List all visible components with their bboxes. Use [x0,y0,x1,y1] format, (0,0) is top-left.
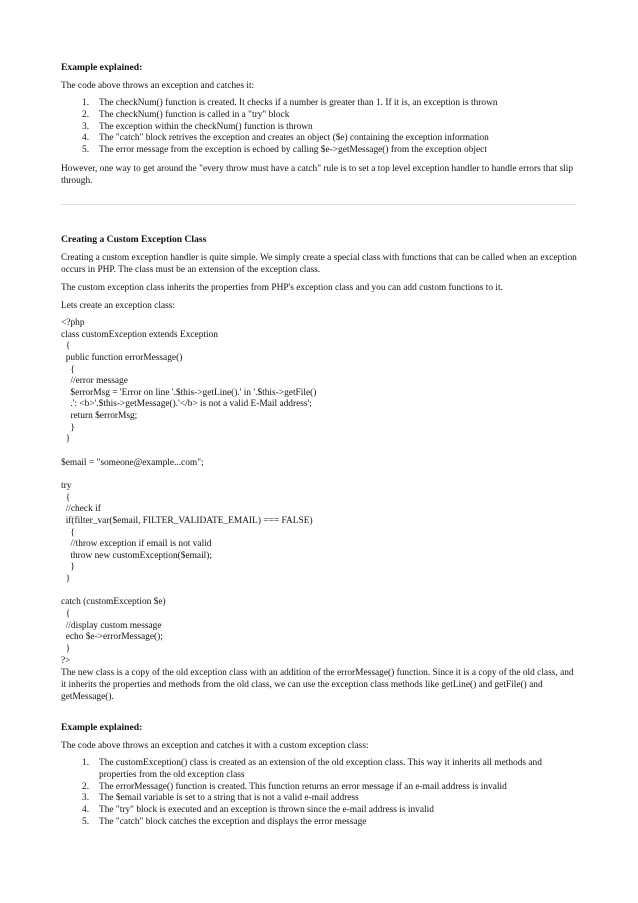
code-line: //display custom message [61,620,162,631]
code-line: { [61,527,75,538]
code-line: { [61,341,71,352]
code-line: //error message [61,376,128,387]
example-intro-text: The code above throws an exception and catches it: [61,81,255,91]
lets-create-text: Lets create an exception class: [61,301,176,311]
code-line: { [61,609,71,620]
section-divider [61,204,577,205]
custom-exception-heading: Creating a Custom Exception Class [61,234,207,245]
example-explained-heading-2: Example explained: [61,722,143,733]
code-line: catch (customException $e) [61,597,166,608]
code-line: } [61,434,71,445]
list-item: 2. The checkNum() function is called in a "try" block [82,109,290,120]
list-item: 4. The "try" block is executed and an exception is thrown since the e-mail address is invalid [82,805,434,816]
top-level-handler-text: However, one way to get around the "every throw must have a catch" rule is to set a top level exception handler to handle errors that slip through. [61,164,574,187]
new-class-explanation: The new class is a copy of the old exception class with an addition of the errorMessage() function. Since it is a copy of the old class, and it inherits the properties and methods from the old class, we can use the exception class methods like getLine() and getFile() and getMessage(). [61,668,574,703]
list-item: 5. The error message from the exception is echoed by calling $e->getMessage() from the exception object [82,145,487,156]
custom-example-intro: The code above throws an exception and catches it with a custom exception class: [61,741,369,751]
code-line: $errorMsg = 'Error on line '.$this->getLine().' in '.$this->getFile() [61,387,317,398]
list-item: 1. The checkNum() function is created. It checks if a number is greater than 1. If it is, an exception is thrown [82,98,498,108]
list-item: 3. The $email variable is set to a string that is not a valid e-mail address [82,793,359,804]
code-line: echo $e->errorMessage(); [61,632,163,643]
code-line: try [61,480,72,491]
custom-example-steps-list [61,758,577,829]
code-line: return $errorMsg; [61,411,138,422]
code-line [61,446,577,458]
example-steps-list [61,98,577,157]
code-line: { [61,492,71,503]
list-item: 5. The "catch" block catches the exception and displays the error message [82,816,367,827]
code-line: if(filter_var($email, FILTER_VALIDATE_EMAIL) === FALSE) [61,515,313,526]
code-line: throw new customException($email); [61,550,213,561]
code-line: .': <b>'.$this->getMessage().'</b> is not a valid E-Mail address'; [61,399,312,410]
code-line: ?> [61,655,71,666]
custom-exception-intro: Creating a custom exception handler is quite simple. We simply create a special class with functions that can be called when an exception occurs in PHP. The class must be an extension of the exception class. [61,253,577,276]
code-line [61,469,577,481]
code-line: { [61,364,75,375]
code-line: } [61,562,75,573]
code-line: public function errorMessage() [61,352,183,363]
list-item: 1. The customException() class is created as an extension of the old exception class. This way it inherits all methods and properties from the old exception class [82,758,542,780]
code-line: } [61,422,75,433]
code-line: $email = "someone@example...com"; [61,457,204,468]
example-explained-heading: Example explained: [61,62,143,73]
code-line [61,586,577,598]
code-line: class customException extends Exception [61,329,218,340]
code-line: <?php [61,318,85,328]
list-item: 4. The "catch" block retrives the exception and creates an object ($e) containing the exception information [82,133,489,144]
code-line: } [61,643,71,654]
inherits-properties-text: The custom exception class inherits the properties from PHP's exception class and you can add custom functions to it. [61,283,503,293]
code-line: //check if [61,504,101,515]
list-item: 3. The exception within the checkNum() function is thrown [82,121,313,132]
list-item: 2. The errorMessage() function is created. This function returns an error message if an e-mail address is invalid [82,781,507,792]
php-code-block [61,318,577,667]
code-line: } [61,574,71,585]
code-line: //throw exception if email is not valid [61,539,212,550]
